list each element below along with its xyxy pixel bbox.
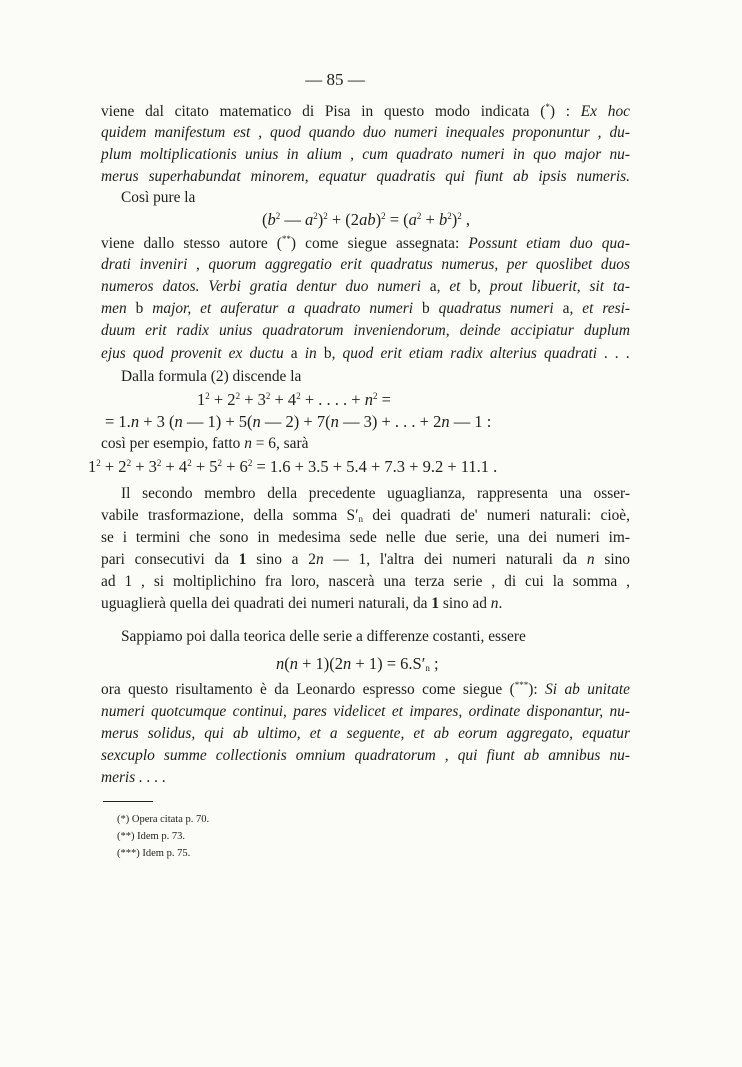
roman-text: — 1, l'altra dei numeri naturali da — [323, 551, 587, 568]
italic-text: ejus quod provenit ex ductu — [101, 345, 291, 362]
superscript: 2 — [457, 211, 462, 221]
text-line — [101, 167, 630, 187]
superscript: 2 — [296, 391, 301, 401]
formula — [105, 412, 491, 432]
text-line — [101, 680, 630, 700]
roman-text: ( — [284, 654, 290, 673]
roman-text: = — [377, 390, 391, 409]
text-line — [101, 724, 630, 744]
italic-text: n — [244, 435, 252, 452]
roman-text: Così pure la — [121, 189, 196, 206]
superscript: n — [358, 514, 363, 524]
roman-text: — 2) + 7( — [260, 412, 331, 431]
roman-text: così per esempio, fatto — [101, 435, 245, 452]
roman-text: 1 — [88, 457, 97, 476]
formula — [276, 654, 439, 674]
roman-text: se i termini che sono in medesima sede nelle due serie, una dei numeri im- — [101, 529, 630, 546]
roman-text: ): — [528, 681, 546, 698]
roman-text: + 4 — [270, 390, 297, 409]
italic-text: plum moltiplicationis unius in alium , cum quadrato numeri in quo major nu- — [101, 146, 630, 163]
roman-text: , — [461, 210, 470, 229]
roman-text: 1 — [431, 595, 440, 612]
roman-text: a — [290, 345, 298, 362]
roman-text: + 1)(2 — [298, 654, 344, 673]
roman-text: sino — [594, 551, 630, 568]
roman-text: ad 1 , si moltiplichino fra loro, nascerà una terza serie , di cui la somma , — [101, 573, 630, 590]
italic-text: Possunt etiam duo qua- — [468, 235, 630, 252]
roman-text: = 6, sarà — [251, 435, 309, 452]
superscript: 2 — [205, 391, 210, 401]
roman-text: ; — [429, 654, 439, 673]
roman-text: + 5 — [191, 457, 218, 476]
text-line — [121, 627, 526, 647]
text-line — [101, 594, 502, 614]
text-line — [101, 572, 630, 592]
roman-text: — 1) + 5( — [182, 412, 253, 431]
text-line — [101, 321, 630, 341]
roman-text: ) come siegue assegnata: — [290, 235, 469, 252]
italic-text: in — [297, 345, 324, 362]
roman-text: a — [562, 300, 570, 317]
footnote: (*) Opera citata p. 70. — [117, 814, 210, 825]
italic-text: sexcuplo summe collectionis omnium quadratorum , qui fiunt ab amnibus nu- — [101, 747, 630, 764]
superscript: 2 — [313, 211, 318, 221]
roman-text: + 3 ( — [139, 412, 175, 431]
italic-text: n — [315, 551, 324, 568]
italic-text: b — [438, 210, 448, 229]
italic-text: n — [441, 412, 450, 431]
formula — [88, 457, 497, 477]
roman-text: . — [498, 595, 503, 612]
roman-text: — 3) + . . . + 2 — [338, 412, 442, 431]
formula — [262, 210, 470, 230]
roman-text: + (2 — [327, 210, 360, 229]
roman-text: = 1.6 + 3.5 + 5.4 + 7.3 + 9.2 + 11.1 . — [252, 457, 498, 476]
italic-text: merus superhabundat minorem, equatur quadratis qui fiunt ab ipsis numeris. — [101, 168, 630, 185]
roman-text: + — [421, 210, 439, 229]
superscript: n — [425, 663, 430, 673]
text-line — [101, 702, 630, 722]
superscript: 2 — [235, 391, 241, 401]
roman-text: viene dallo stesso autore ( — [101, 235, 282, 252]
italic-text: , et resi- — [569, 300, 630, 317]
italic-text: n — [364, 390, 373, 409]
roman-text: ) — [375, 210, 382, 229]
superscript: ** — [281, 234, 291, 244]
italic-text: drati inveniri , quorum aggregatio erit quadratus numerus, per quoslibet duos — [101, 256, 630, 273]
roman-text: ) : — [549, 103, 581, 120]
superscript: 2 — [381, 211, 386, 221]
text-line — [101, 255, 630, 275]
text-line — [101, 277, 630, 297]
footnote: (**) Idem p. 73. — [117, 831, 185, 842]
roman-text: = ( — [385, 210, 409, 229]
roman-text: + 3 — [131, 457, 157, 476]
italic-text: Ex hoc — [580, 103, 630, 120]
text-line — [101, 123, 630, 143]
text-line — [101, 434, 308, 454]
roman-text: ora questo risultamento è da Leonardo espresso come siegue ( — [101, 681, 515, 698]
italic-text: n — [174, 412, 183, 431]
italic-text: quadratus numeri — [429, 300, 563, 317]
italic-text: b — [267, 210, 276, 229]
italic-text: duum erit radix unius quadratorum inveniendorum, deinde accipiatur duplum — [101, 322, 630, 339]
roman-text: Sappiamo poi dalla teorica delle serie a differenze costanti, essere — [121, 628, 526, 645]
roman-text: + 2 — [209, 390, 236, 409]
roman-text: — 1 : — [449, 412, 492, 431]
footnote: (***) Idem p. 75. — [117, 848, 191, 859]
italic-text: n — [276, 654, 285, 673]
superscript: 2 — [247, 458, 253, 468]
italic-text: numeros datos. Verbi gratia dentur duo numeri — [101, 278, 430, 295]
italic-text: n — [289, 654, 298, 673]
superscript: 2 — [217, 458, 222, 468]
italic-text: ab — [359, 210, 376, 229]
superscript: 2 — [416, 211, 422, 221]
text-line — [101, 299, 630, 319]
roman-text: viene dal citato matematico di Pisa in questo modo indicata ( — [101, 103, 546, 120]
italic-text: quod erit etiam radix alterius quadrati . . . — [342, 345, 630, 362]
roman-text: 1 — [197, 390, 206, 409]
italic-text: n — [130, 412, 140, 431]
italic-text: numeri quotcumque continui, pares videlicet et impares, ordinate disponantur, nu- — [101, 703, 630, 720]
italic-text: , et — [436, 278, 470, 295]
roman-text: b — [323, 345, 332, 362]
italic-text: major, et auferatur a quadrato numeri — [143, 300, 422, 317]
roman-text: 1 — [238, 551, 247, 568]
italic-text: a — [305, 210, 314, 229]
italic-text: meris . . . . — [101, 769, 166, 786]
superscript: 2 — [447, 211, 452, 221]
roman-text: pari consecutivi da — [101, 551, 239, 568]
roman-text: b — [421, 300, 430, 317]
roman-text: + 1) = 6.S′ — [351, 654, 426, 673]
roman-text: dei quadrati de' numeri naturali: cioè, — [362, 507, 630, 524]
roman-text: + 4 — [161, 457, 188, 476]
roman-text: Dalla formula (2) discende la — [121, 368, 302, 385]
roman-text: b — [469, 278, 478, 295]
roman-text: , — [331, 345, 343, 362]
superscript: 2 — [265, 391, 271, 401]
text-line — [101, 768, 166, 788]
text-line — [101, 746, 630, 766]
italic-text: n — [343, 654, 352, 673]
roman-text: vabile trasformazione, della somma S′ — [101, 507, 359, 524]
text-line — [101, 550, 630, 570]
roman-text: b — [135, 300, 144, 317]
roman-text: + 2 — [100, 457, 127, 476]
italic-text: a — [408, 210, 417, 229]
formula — [197, 390, 391, 410]
roman-text: Il secondo membro della precedente uguaglianza, rappresenta una osser- — [121, 485, 630, 502]
roman-text: + . . . . + — [300, 390, 365, 409]
roman-text: ) — [451, 210, 458, 229]
superscript: 2 — [187, 458, 192, 468]
superscript: 2 — [126, 458, 132, 468]
italic-text: n — [330, 412, 339, 431]
text-line — [101, 528, 630, 548]
italic-text: men — [101, 300, 136, 317]
superscript: *** — [514, 680, 529, 690]
italic-text: n — [586, 551, 595, 568]
roman-text: sino ad — [439, 595, 491, 612]
text-line — [101, 102, 630, 122]
roman-text: + 3 — [240, 390, 266, 409]
italic-text: Si ab unitate — [545, 681, 630, 698]
roman-text: sino a 2 — [246, 551, 316, 568]
roman-text: a — [429, 278, 437, 295]
roman-text: uguaglierà quella dei quadrati dei numeri naturali, da — [101, 595, 432, 612]
superscript: 2 — [372, 391, 378, 401]
roman-text: ( — [262, 210, 268, 229]
italic-text: n — [252, 412, 261, 431]
text-line — [121, 484, 630, 504]
page-number: — 85 — — [305, 70, 365, 89]
footnote-rule — [103, 801, 153, 802]
roman-text: — — [280, 210, 305, 229]
text-line — [101, 145, 630, 165]
text-line — [101, 506, 630, 526]
italic-text: merus solidus, qui ab ultimo, et a seguente, et ab eorum aggregato, equatur — [101, 725, 630, 742]
text-line — [121, 367, 301, 387]
italic-text: quidem manifestum est , quod quando duo numeri inequales proponuntur , du- — [101, 124, 630, 141]
superscript: * — [545, 102, 550, 112]
italic-text: , prout libuerit, sit ta- — [477, 278, 630, 295]
text-line — [101, 234, 630, 254]
superscript: 2 — [323, 211, 328, 221]
text-line — [101, 344, 630, 364]
superscript: 2 — [156, 458, 162, 468]
roman-text: ) — [317, 210, 324, 229]
superscript: 2 — [96, 458, 101, 468]
roman-text: + 6 — [222, 457, 248, 476]
roman-text: = 1. — [105, 412, 131, 431]
italic-text: n — [490, 595, 499, 612]
text-line — [121, 188, 195, 208]
superscript: 2 — [275, 211, 281, 221]
